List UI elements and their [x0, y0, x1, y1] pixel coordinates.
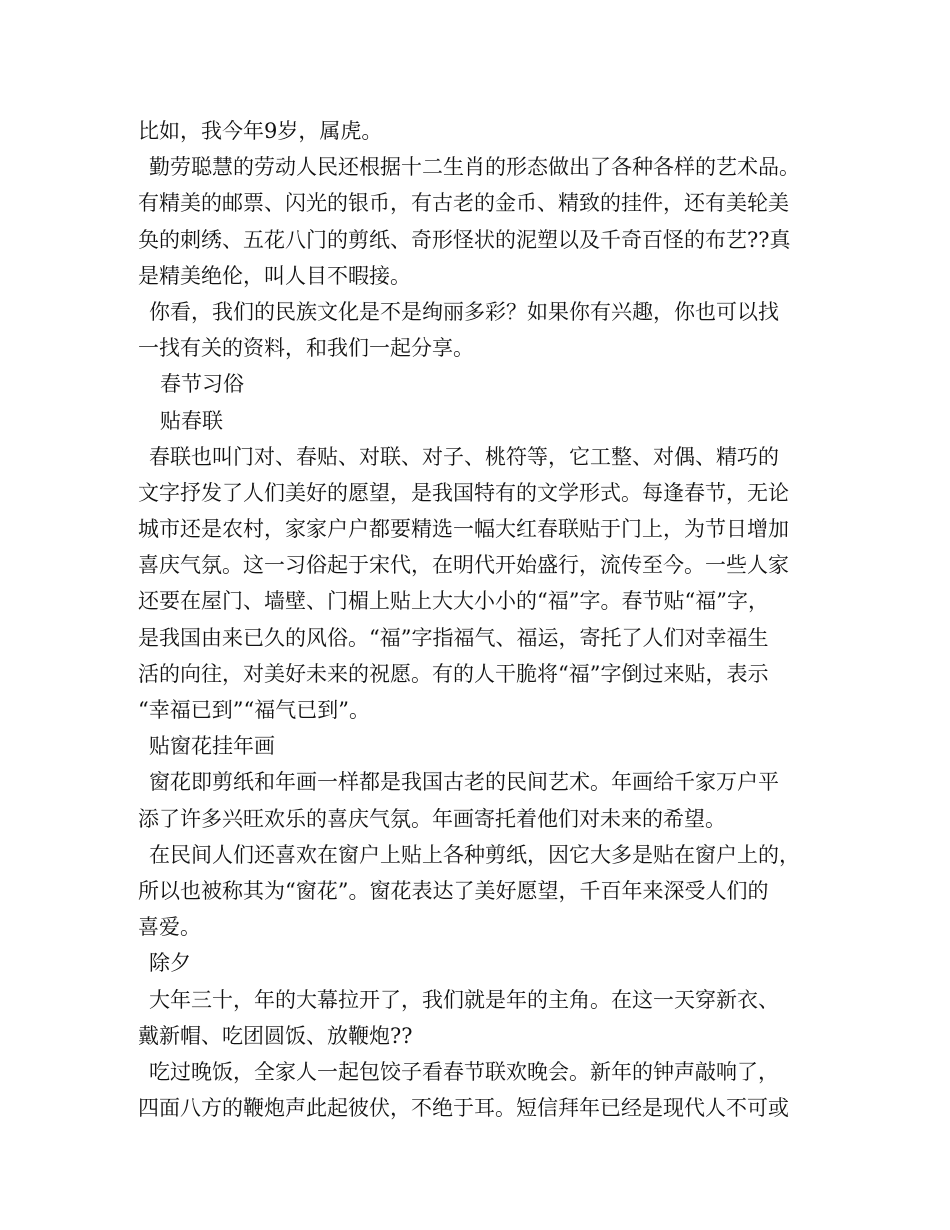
subsection-heading: 贴春联 [160, 408, 223, 433]
document-body [138, 113, 828, 1126]
paragraph-line: 添了许多兴旺欢乐的喜庆气氛。年画寄托着他们对未来的希望。 [138, 806, 726, 831]
paragraph-line: 四面八方的鞭炮声此起彼伏，不绝于耳。短信拜年已经是现代人不可或 [138, 1096, 789, 1121]
paragraph-line: “幸福已到”“福气已到”。 [138, 698, 370, 722]
paragraph-line: 喜庆气氛。这一习俗起于宋代，在明代开始盛行，流传至今。一些人家 [138, 553, 789, 578]
paragraph-line: 所以也被称其为“窗花”。窗花表达了美好愿望，千百年来深受人们的 [138, 878, 769, 903]
paragraph-line: 是精美绝伦，叫人目不暇接。 [138, 263, 411, 288]
paragraph-line: 活的向往，对美好未来的祝愿。有的人干脆将“福”字倒过来贴，表示 [138, 661, 769, 686]
paragraph-line: 窗花即剪纸和年画一样都是我国古老的民间艺术。年画给千家万户平 [149, 770, 779, 795]
paragraph-line: 你看，我们的民族文化是不是绚丽多彩？如果你有兴趣，你也可以找 [149, 299, 779, 324]
paragraph-line: 在民间人们还喜欢在窗户上贴上各种剪纸，因它大多是贴在窗户上的， [149, 842, 800, 867]
paragraph-line: 吃过晚饭，全家人一起包饺子看春节联欢晚会。新年的钟声敲响了， [149, 1059, 779, 1084]
paragraph-line: 有精美的邮票、闪光的银币，有古老的金币、精致的挂件，还有美轮美 [138, 191, 789, 216]
paragraph-line: 戴新帽、吃团圆饭、放鞭炮?? [138, 1023, 413, 1048]
paragraph-line: 一找有关的资料，和我们一起分享。 [138, 336, 474, 361]
subsection-heading: 除夕 [149, 951, 191, 976]
paragraph-line: 文字抒发了人们美好的愿望，是我国特有的文学形式。每逢春节，无论 [138, 480, 789, 505]
paragraph-line: 是我国由来已久的风俗。“福”字指福气、福运，寄托了人们对幸福生 [138, 625, 769, 650]
paragraph-line: 大年三十，年的大幕拉开了，我们就是年的主角。在这一天穿新衣、 [149, 987, 779, 1012]
paragraph-line: 城市还是农村，家家户户都要精选一幅大红春联贴于门上，为节日增加 [138, 517, 789, 542]
subsection-heading: 贴窗花挂年画 [149, 734, 275, 759]
section-heading: 春节习俗 [160, 372, 244, 397]
paragraph-line: 奂的刺绣、五花八门的剪纸、奇形怪状的泥塑以及千奇百怪的布艺??真 [138, 227, 791, 252]
paragraph-line: 比如，我今年9岁，属虎。 [138, 119, 383, 143]
paragraph-line: 喜爱。 [138, 915, 201, 940]
paragraph-line: 勤劳聪慧的劳动人民还根据十二生肖的形态做出了各种各样的艺术品。 [149, 155, 800, 180]
paragraph-line: 还要在屋门、墙壁、门楣上贴上大大小小的“福”字。春节贴“福”字， [138, 589, 769, 614]
paragraph-line: 春联也叫门对、春贴、对联、对子、桃符等，它工整、对偶、精巧的 [149, 444, 779, 469]
